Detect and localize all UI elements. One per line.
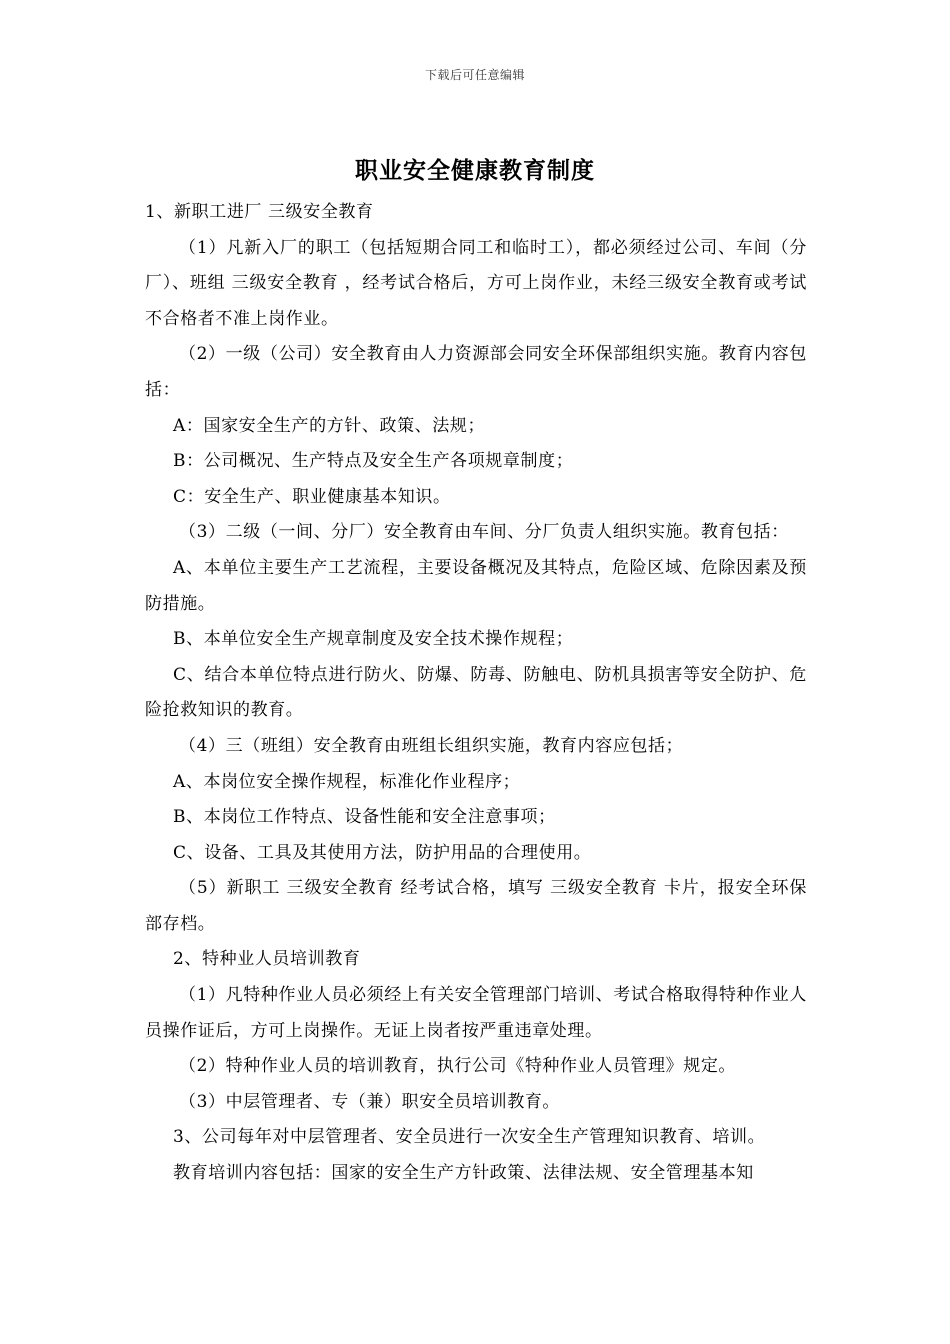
paragraph: （4）三（班组）安全教育由班组长组织实施，教育内容应包括；: [179, 735, 684, 756]
list-item: A：国家安全生产的方针、政策、法规；: [173, 415, 486, 436]
document-title: 职业安全健康教育制度: [355, 158, 595, 184]
paragraph: （2）一级（公司）安全教育由人力资源部会同安全环保部组织实施。教育内容包括：: [145, 344, 807, 400]
document-body: [145, 195, 807, 1192]
section-heading-3: 3、公司每年对中层管理者、安全员进行一次安全生产管理知识教育、培训。: [173, 1127, 766, 1148]
header-note: 下载后可任意编辑: [424, 68, 525, 82]
paragraph: （3）二级（一间、分厂）安全教育由车间、分厂负责人组织实施。教育包括：: [179, 522, 789, 543]
paragraph: （1）凡新入厂的职工（包括短期合同工和临时工），都必须经过公司、车间（分厂）、班组 三级安全教育 ，经考试合格后，方可上岗作业，未经三级安全教育或考试不合格者不准上岗作业。: [145, 237, 807, 329]
list-item: C、设备、工具及其使用方法，防护用品的合理使用。: [173, 842, 592, 863]
list-item: A、本岗位安全操作规程，标准化作业程序；: [173, 771, 521, 792]
paragraph: （2）特种作业人员的培训教育，执行公司《特种作业人员管理》规定。: [179, 1056, 737, 1077]
list-item: B、本单位安全生产规章制度及安全技术操作规程；: [173, 629, 574, 650]
list-item: B、本岗位工作特点、设备性能和安全注意事项；: [173, 807, 556, 828]
paragraph: （5）新职工 三级安全教育 经考试合格，填写 三级安全教育 卡片，报安全环保部存档。: [145, 878, 807, 934]
list-item: C、结合本单位特点进行防火、防爆、防毒、防触电、防机具损害等安全防护、危险抢救知识的教育。: [145, 664, 807, 721]
paragraph: （3）中层管理者、专（兼）职安全员培训教育。: [179, 1091, 561, 1112]
list-item: A、本单位主要生产工艺流程，主要设备概况及其特点，危险区域、危除因素及预防措施。: [145, 557, 807, 614]
paragraph: 教育培训内容包括：国家的安全生产方针政策、法律法规、安全管理基本知: [173, 1163, 754, 1184]
section-heading-1: 1、新职工进厂 三级安全教育: [145, 202, 374, 222]
list-item: C：安全生产、职业健康基本知识。: [173, 486, 451, 507]
list-item: B：公司概况、生产特点及安全生产各项规章制度；: [173, 451, 574, 472]
section-heading-2: 2、特种业人员培训教育: [173, 949, 361, 970]
paragraph: （1）凡特种作业人员必须经上有关安全管理部门培训、考试合格取得特种作业人员操作证后，方可上岗操作。无证上岗者按严重违章处理。: [145, 985, 807, 1041]
